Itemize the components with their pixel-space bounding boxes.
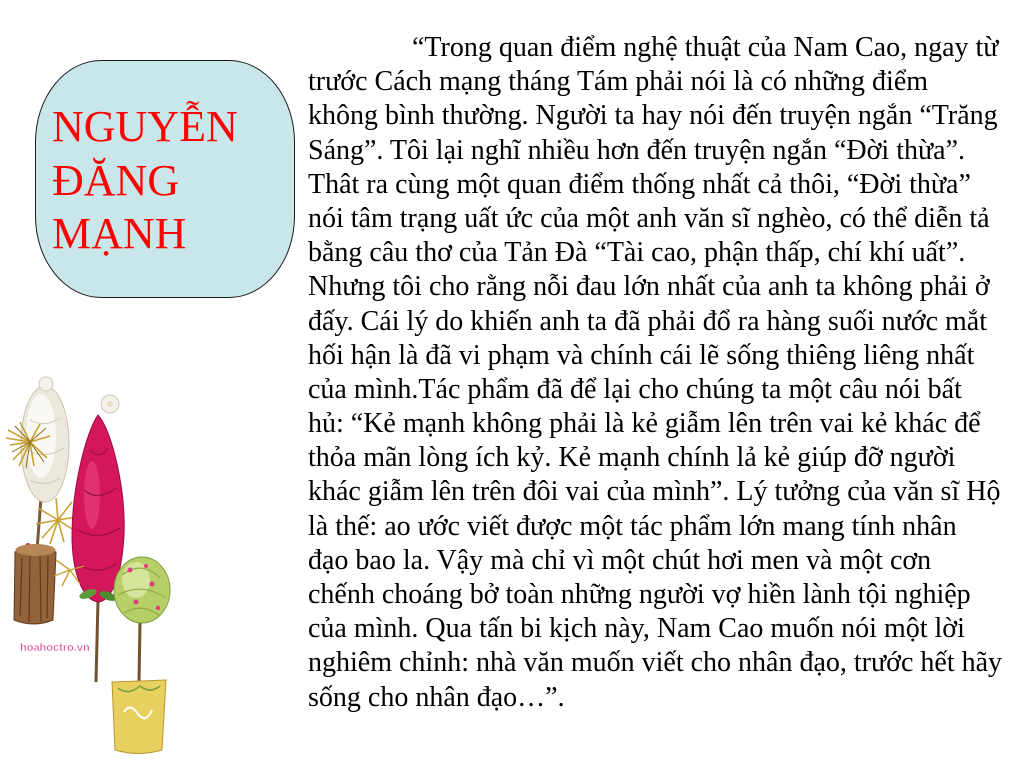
- quote-line: Sáng”. Tôi lại nghĩ nhiều hơn đến truyện ngắn “Đời thừa”.: [308, 134, 966, 166]
- quote-line: “Trong quan điểm nghệ thuật của Nam Cao, ngay từ: [412, 32, 999, 63]
- white-flower-tree: [6, 377, 82, 624]
- quote-line: trước Cách mạng tháng Tám phải nói là có những điểm: [308, 66, 929, 98]
- author-name-line: NGUYỄN: [52, 102, 238, 151]
- green-ball-tree: [112, 557, 170, 754]
- pink-tree-stem: [96, 600, 98, 682]
- quote-line: Thât ra cùng một quan điểm thống nhất cả thôi, “Đời thừa”: [308, 168, 971, 200]
- wooden-stump-top: [16, 544, 56, 556]
- flower-tree-decoration: [0, 370, 190, 760]
- quote-line: Nhưng tôi cho rằng nỗi đau lớn nhất của anh ta không phải ở: [308, 271, 990, 303]
- quote-paragraph: [308, 31, 1020, 715]
- quote-line: thỏa mãn lòng ích kỷ. Kẻ mạnh chính lả kẻ giúp đỡ người: [308, 442, 956, 474]
- quote-line: nói tâm trạng uất ức của một anh văn sĩ nghèo, có thể diễn tả: [308, 202, 990, 234]
- white-flower-bud: [39, 377, 53, 391]
- pink-dot: [156, 606, 160, 610]
- pink-dot: [134, 600, 139, 605]
- quote-line: sống cho nhân đạo…”.: [308, 681, 565, 713]
- yellow-pot: [112, 680, 166, 754]
- pink-dot: [144, 564, 148, 568]
- quote-line: hối hận là đã vi phạm và chính cái lẽ sống thiêng liêng nhất: [308, 339, 975, 371]
- quote-line: là thế: ao ước viết được một tác phẩm lớn mang tính nhân: [308, 510, 957, 542]
- quote-line: của mình.Tác phẩm đã để lại cho chúng ta một câu nói bất: [308, 373, 962, 405]
- quote-line: hủ: “Kẻ mạnh không phải là kẻ giẫm lên trên vai kẻ khác để: [308, 408, 981, 440]
- watermark-text: hoahoctro.vn: [20, 642, 90, 654]
- quote-line: của mình. Qua tấn bi kịch này, Nam Cao muốn nói một lời: [308, 613, 965, 645]
- quote-line: không bình thường. Người ta hay nói đến truyện ngắn “Trăng: [308, 100, 998, 132]
- white-flower-highlight: [26, 394, 56, 478]
- author-name: [52, 100, 238, 261]
- quote-line: nghiêm chỉnh: nhà văn muốn viết cho nhân đạo, trước hết hãy: [308, 647, 1003, 679]
- quote-line: đấy. Cái lý do khiến anh ta đã phải đổ ra hàng suối nước mắt: [308, 305, 987, 337]
- quote-line: chếnh choáng bở toàn những người vợ hiền lành tội nghiệp: [308, 579, 971, 610]
- quote-line: đạo bao la. Vậy mà chỉ vì một chút hơi men và một cơn: [308, 544, 932, 576]
- author-name-line: ĐĂNG: [52, 155, 180, 205]
- white-flower-center: [107, 401, 113, 407]
- pink-dot: [128, 568, 133, 573]
- pink-dot: [150, 582, 155, 587]
- quote-line: bằng câu thơ của Tản Đà “Tài cao, phận thấp, chí khí uất”.: [308, 237, 966, 269]
- author-name-line: MẠNH: [52, 209, 187, 258]
- author-name-box: [35, 60, 295, 298]
- green-tree-stem: [139, 622, 140, 682]
- quote-line: khác giẫm lên trên đôi vai của mình”. Lý tưởng của văn sĩ Hộ: [308, 476, 1001, 508]
